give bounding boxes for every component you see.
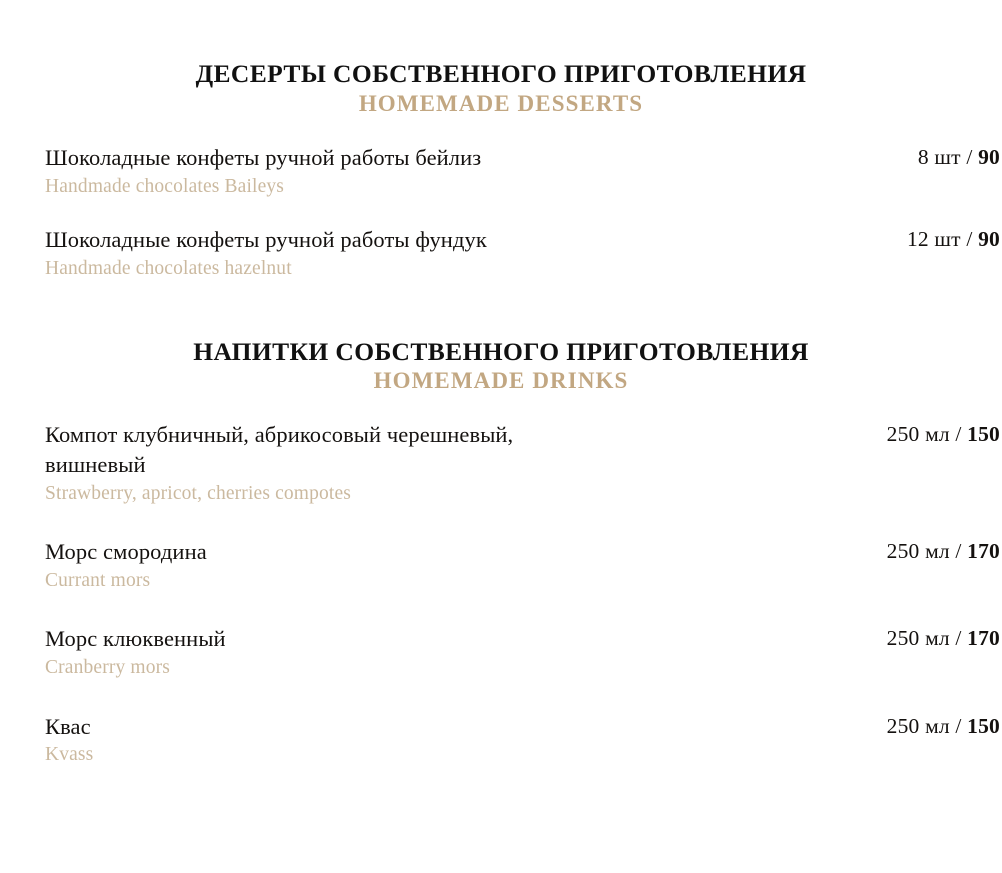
menu-item-text (45, 712, 887, 768)
menu-item-price (887, 537, 1000, 566)
menu-item-name: Морс клюквенный (45, 626, 226, 652)
menu-item-list (45, 143, 1000, 282)
menu-item-name: Шоколадные конфеты ручной работы фундук (45, 227, 487, 253)
menu-item-list (45, 420, 1000, 768)
menu-item-portion: 12 шт / (906, 227, 979, 252)
menu-item-description: Kvass (45, 744, 94, 766)
menu-item-amount: 90 (978, 227, 1000, 252)
menu-item-description: Cranberry mors (45, 657, 171, 679)
menu-item-price (887, 420, 1000, 449)
section-title-en: HOMEMADE DESSERTS (358, 90, 644, 116)
menu-item-amount: 90 (978, 145, 1000, 170)
menu-item-price (887, 624, 1000, 653)
menu-item-portion: 250 мл / (886, 421, 968, 446)
menu-item-portion: 8 шт / (917, 145, 979, 170)
menu-item-name: Компот клубничный, абрикосовый черешневый, вишневый (45, 421, 514, 477)
section-title-ru: НАПИТКИ СОБСТВЕННОГО ПРИГОТОВЛЕНИЯ (193, 336, 809, 366)
menu-item (45, 537, 1000, 593)
menu-item-amount: 170 (967, 626, 1000, 651)
menu-item (45, 420, 1000, 506)
menu-item-text (45, 420, 887, 506)
menu-item (45, 624, 1000, 680)
menu-item-name: Морс смородина (45, 539, 207, 564)
menu-item-name: Квас (45, 713, 91, 739)
menu-item-portion: 250 мл / (886, 713, 968, 738)
menu-item-description: Handmade chocolates hazelnut (45, 258, 292, 280)
menu-item-amount: 170 (967, 539, 1000, 563)
menu-item-description: Strawberry, apricot, cherries compotes (45, 482, 352, 504)
section-homemade-desserts (45, 0, 1000, 282)
menu-item-price (907, 225, 1000, 254)
menu-item-portion: 250 мл / (886, 539, 968, 563)
menu-item-price (887, 712, 1000, 741)
menu-item (45, 712, 1000, 768)
section-heading (45, 338, 1000, 395)
menu-item-amount: 150 (967, 713, 1000, 738)
menu-item-text (45, 225, 907, 281)
menu-item (45, 143, 1000, 199)
section-title-en: HOMEMADE DRINKS (373, 368, 629, 394)
section-heading (45, 60, 1000, 117)
section-title-ru: ДЕСЕРТЫ СОБСТВЕННОГО ПРИГОТОВЛЕНИЯ (195, 59, 807, 88)
menu-item-name: Шоколадные конфеты ручной работы бейлиз (45, 145, 482, 171)
menu-item-price (918, 143, 1000, 172)
menu-item-description: Currant mors (45, 569, 151, 591)
section-homemade-drinks (45, 282, 1000, 768)
menu-item-text (45, 537, 887, 593)
menu-item (45, 225, 1000, 281)
menu-item-text (45, 624, 887, 680)
menu-item-amount: 150 (967, 421, 1000, 446)
menu-item-description: Handmade chocolates Baileys (45, 176, 285, 198)
menu-item-text (45, 143, 918, 199)
menu-item-portion: 250 мл / (886, 626, 968, 651)
